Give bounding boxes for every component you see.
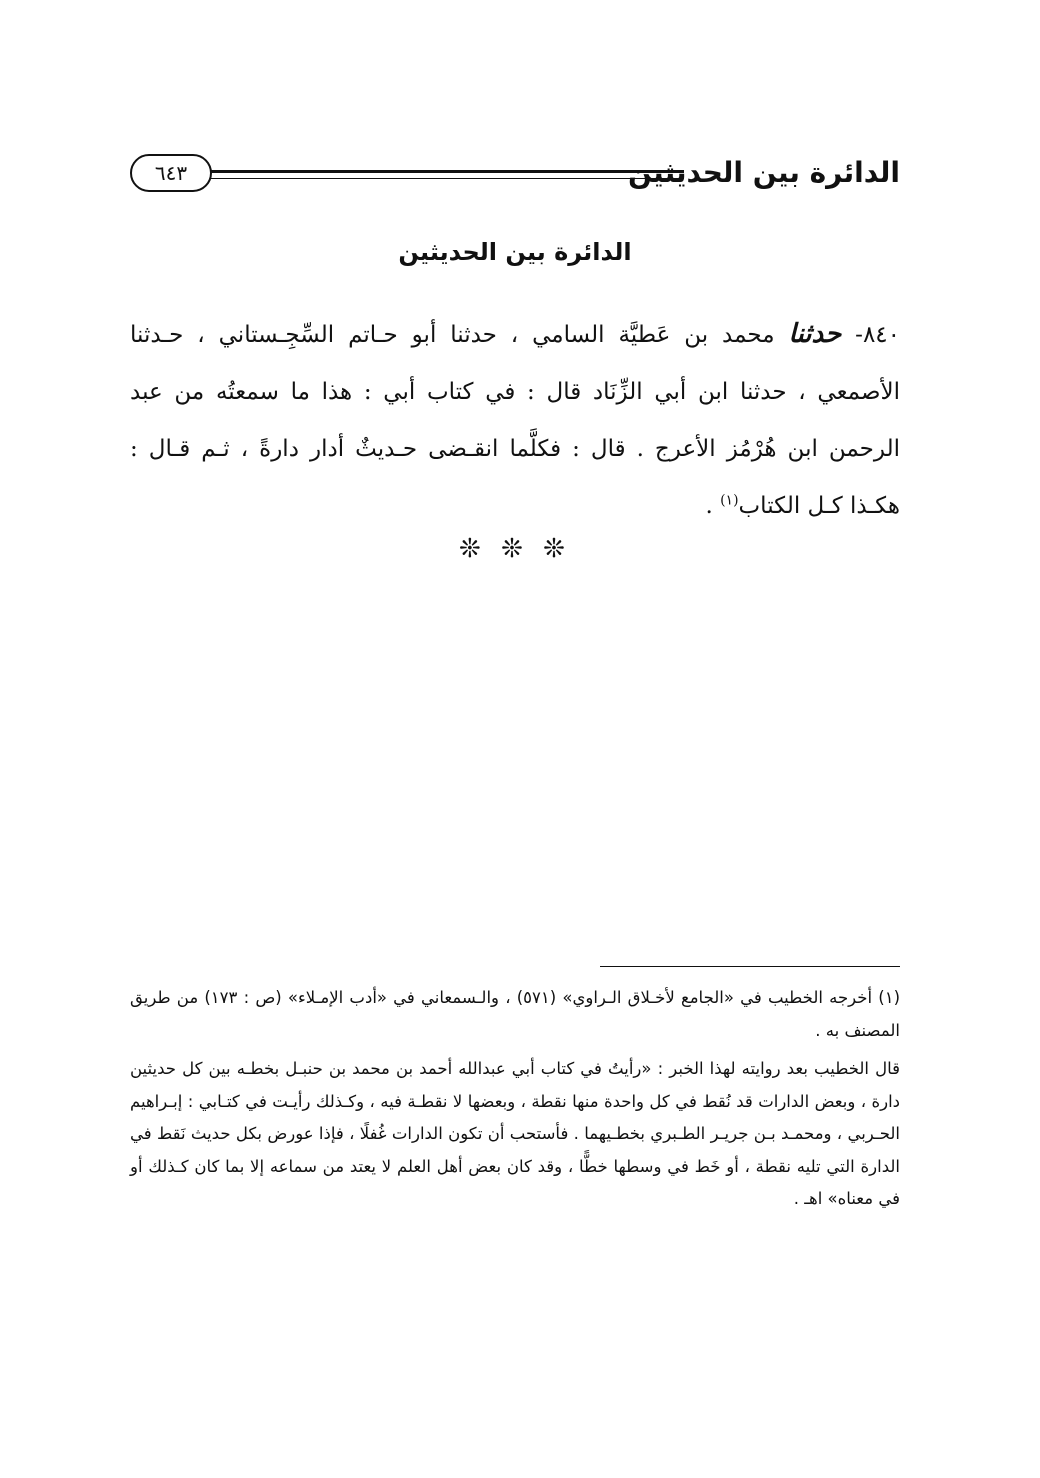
section-title: الدائرة بين الحديثين xyxy=(398,238,632,266)
hadith-number: ٨٤٠- xyxy=(855,322,901,348)
header-rule xyxy=(210,170,684,179)
hadith-end: . xyxy=(705,493,721,519)
footnote-1-commentary: قال الخطيب بعد روايته لهذا الخبر : «رأيتُ في كتاب أبي عبدالله أحمد بن محمد بن حنبـل بخطـه بين كل حديثين دارة ، وبعض الدارات قد نُقط في كل واحدة منها نقطة ، وبعضها لا نقطـة فيه ، وكـذلك رأيـت في كتـابي : إبـراهيم الحـربي ، ومحمـد بـن جريـر الطـبري بخطـيهما . فأستحب أن تكون الدارات غُفلًا ، فإذا عورض بكل حديث نَقط في الدارة التي تليه نقطة ، أو خَط في وسطها خطًّا ، وقد كان بعض أهل العلم لا يعتد من سماعه إلا بما كان كـذلك أو في معناه» اهـ . xyxy=(130,1059,900,1208)
footnote-reference[interactable]: (١) xyxy=(720,492,739,509)
page-number-badge: ٦٤٣ xyxy=(130,154,212,192)
hadith-text: محمد بن عَطيَّة السامي ، حدثنا أبو حـاتم السِّجِـستاني ، حـدثنا الأصمعي ، حدثنا ابن أبي الزِّنَاد قال : في كتاب أبي : هذا ما سمعتُه من عبد الرحمن ابن هُرْمُز الأعرج . قال : فكلَّما انقـضى حـديثٌ أدار دارةً ، ثـم قـال : هكـذا كـل الكتاب xyxy=(130,322,900,519)
hadith-body xyxy=(130,306,900,535)
footnote-rule xyxy=(600,966,900,967)
section-separator: ❊ ❊ ❊ xyxy=(459,534,571,564)
footnotes xyxy=(130,982,900,1216)
hadith-opening-word: حدثنا xyxy=(788,319,842,349)
running-title: الدائرة بين الحديثين xyxy=(627,156,900,189)
footnote-1: (١) أخرجه الخطيب في «الجامع لأخـلاق الـراوي» (٥٧١) ، والـسمعاني في «أدب الإمـلاء» (ص : ١٧٣) من طريق المصنف به . xyxy=(130,988,900,1040)
running-header xyxy=(130,152,900,200)
